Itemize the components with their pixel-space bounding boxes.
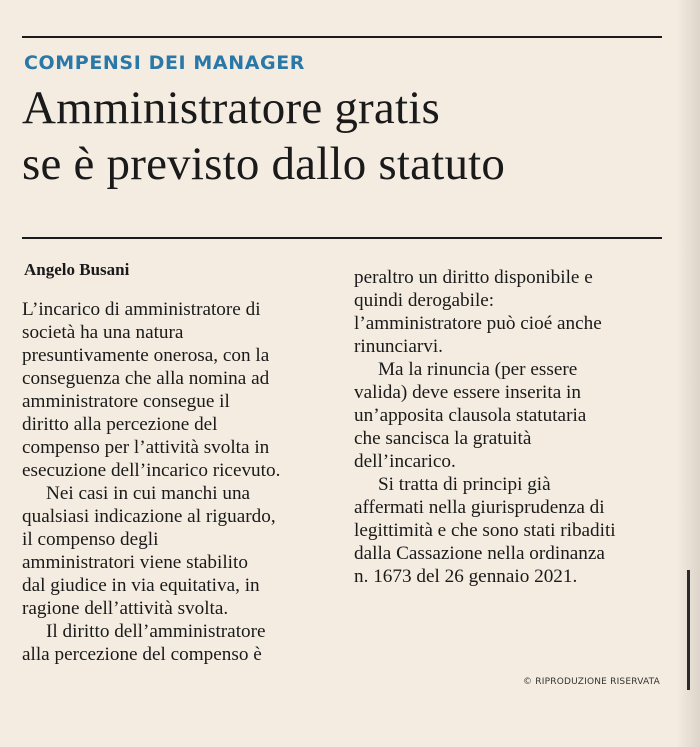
- article-headline: [22, 80, 662, 192]
- body-line: l’amministratore può cioé anche: [354, 313, 602, 334]
- body-line: Il diritto dell’amministratore: [46, 621, 266, 642]
- body-line: ragione dell’attività svolta.: [22, 598, 229, 619]
- body-line: valida) deve essere inserita in: [354, 382, 581, 403]
- body-line: dell’incarico.: [354, 451, 456, 472]
- article-column-right: [354, 266, 674, 588]
- body-line: società ha una natura: [22, 322, 184, 343]
- body-line: legittimità e che sono stati ribaditi: [354, 520, 616, 541]
- copyright-notice: © RIPRODUZIONE RISERVATA: [523, 677, 660, 687]
- body-line: il compenso degli: [22, 529, 159, 550]
- body-line: conseguenza che alla nomina ad: [22, 368, 270, 389]
- author-byline: Angelo Busani: [24, 260, 130, 279]
- body-line: L’incarico di amministratore di: [22, 299, 261, 320]
- page-edge-bar: [687, 570, 690, 690]
- body-line: diritto alla percezione del: [22, 414, 218, 435]
- body-line: compenso per l’attività svolta in: [22, 437, 270, 458]
- body-line: Nei casi in cui manchi una: [46, 483, 251, 504]
- body-line: un’apposita clausola statutaria: [354, 405, 587, 426]
- body-line: affermati nella giurisprudenza di: [354, 497, 605, 518]
- body-line: peraltro un diritto disponibile e: [354, 267, 593, 288]
- section-kicker: COMPENSI DEI MANAGER: [24, 52, 306, 74]
- body-line: che sancisca la gratuità: [354, 428, 532, 449]
- body-line: n. 1673 del 26 gennaio 2021.: [354, 566, 578, 587]
- body-line: amministratore consegue il: [22, 391, 230, 412]
- headline-line-2: se è previsto dallo statuto: [22, 138, 506, 190]
- body-line: rinunciarvi.: [354, 336, 443, 357]
- body-line: amministratori viene stabilito: [22, 552, 248, 573]
- body-line: presuntivamente onerosa, con la: [22, 345, 270, 366]
- body-line: dal giudice in via equitativa, in: [22, 575, 260, 596]
- byline-rule: [22, 237, 662, 239]
- article-column-left: [22, 298, 342, 666]
- body-line: Ma la rinuncia (per essere: [378, 359, 578, 380]
- top-rule: [22, 36, 662, 38]
- body-line: qualsiasi indicazione al riguardo,: [22, 506, 276, 527]
- headline-line-1: Amministratore gratis: [22, 82, 440, 134]
- body-line: dalla Cassazione nella ordinanza: [354, 543, 605, 564]
- body-line: esecuzione dell’incarico ricevuto.: [22, 460, 281, 481]
- body-line: alla percezione del compenso è: [22, 644, 262, 665]
- cropped-previous-text: [0, 0, 700, 8]
- body-line: quindi derogabile:: [354, 290, 495, 311]
- body-line: Si tratta di principi già: [378, 474, 551, 495]
